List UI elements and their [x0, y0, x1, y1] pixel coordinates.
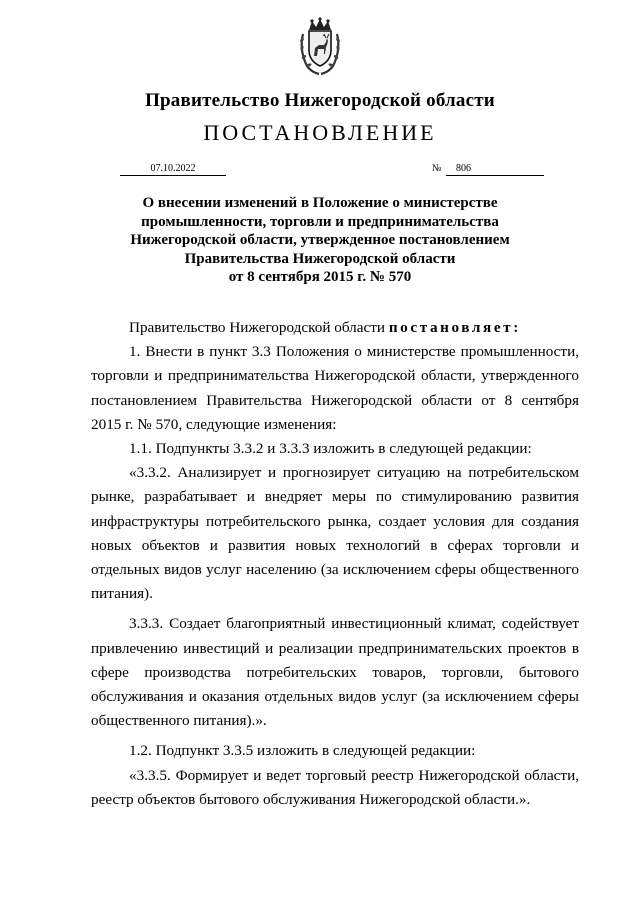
paragraph-1-1: 1.1. Подпункты 3.3.2 и 3.3.3 изложить в следующей редакции:: [129, 440, 532, 458]
paragraph-3-3-2: «3.3.2. Анализирует и прогнозирует ситуацию на потребительском рынке, разрабатывает и внедряет меры по стимулированию развития инфраструктуры потребительского рынка, создает условия для создания новых объектов и развития новых технологий в сферах торговли и отдельных видов услуг населению (за исключением сферы общественного питания).: [91, 464, 579, 603]
government-title: Правительство Нижегородской области: [145, 90, 495, 111]
document-number: 806: [446, 162, 544, 176]
document-body: [91, 316, 579, 812]
paragraph-3-3-3: 3.3.3. Создает благоприятный инвестиционный климат, содействует привлечению инвестиций и реализации предпринимательских проектов в сфере производства потребительских товаров, торговли, бытового обслуживания и оказания отдельных видов услуг (за исключением сферы общественного питания).».: [91, 615, 579, 730]
intro-paragraph: [91, 316, 579, 340]
document-date: 07.10.2022: [120, 162, 226, 176]
number-label: №: [432, 163, 442, 174]
paragraph-3-3-5: «3.3.5. Формирует и ведет торговый реестр Нижегородской области, реестр объектов бытового обслуживания Нижегородской области.».: [91, 766, 579, 808]
subject-line: от 8 сентября 2015 г. № 570: [228, 269, 412, 285]
paragraph-1-2: 1.2. Подпункт 3.3.5 изложить в следующей редакции:: [129, 742, 476, 760]
document-type: ПОСТАНОВЛЕНИЕ: [203, 120, 437, 145]
coat-of-arms-icon: [297, 16, 343, 76]
subject-line: О внесении изменений в Положение о министерстве: [142, 195, 498, 211]
subject-line: Правительства Нижегородской области: [184, 250, 456, 267]
decree-word: постановляет:: [388, 319, 521, 336]
document-subject: [0, 194, 640, 287]
paragraph-1: 1. Внести в пункт 3.3 Положения о министерстве промышленности, торговли и предпринимательства Нижегородской области, утвержденного постановлением Правительства Нижегородской области от 8 сентября 2015 г. № 570, следующие изменения:: [91, 343, 579, 433]
subject-line: промышленности, торговли и предпринимательства: [141, 213, 499, 230]
subject-line: Нижегородской области, утвержденное постановлением: [130, 232, 510, 248]
intro-lead: Правительство Нижегородской области: [129, 319, 389, 336]
